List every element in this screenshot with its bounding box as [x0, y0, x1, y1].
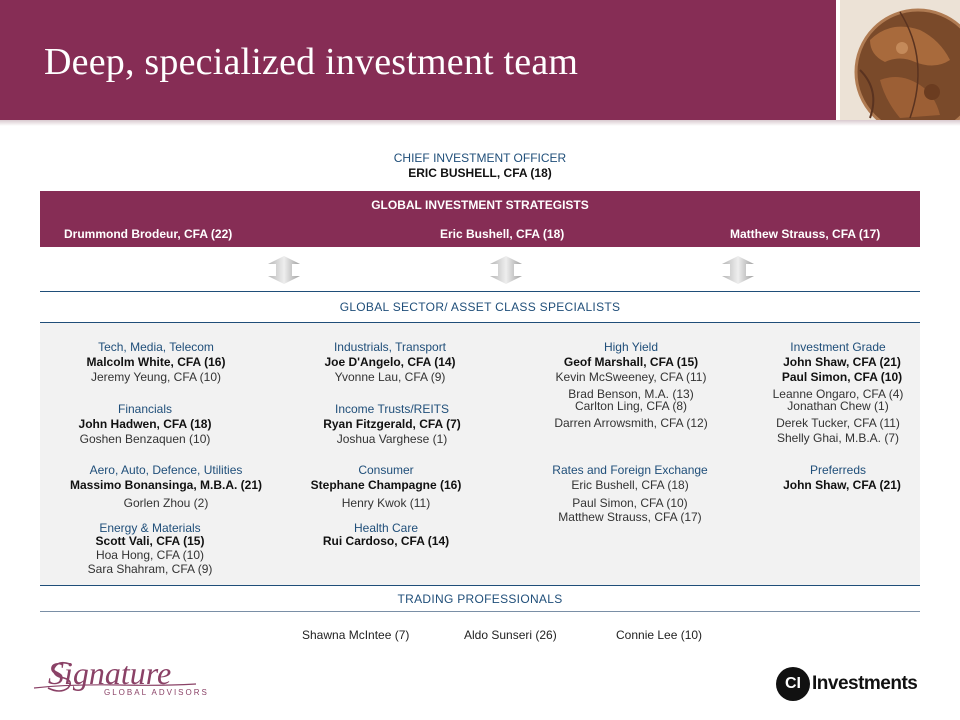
globe-photo [840, 0, 960, 120]
sector-label: Tech, Media, Telecom [98, 340, 214, 354]
trader-name: Shawna McIntee (7) [302, 628, 410, 642]
lead-specialist: John Shaw, CFA (21) [783, 478, 901, 492]
header-shadow [0, 120, 960, 126]
sector-label: Aero, Auto, Defence, Utilities [89, 463, 243, 477]
specialist-name: Matthew Strauss, CFA (17) [558, 510, 702, 524]
specialist-name: Eric Bushell, CFA (18) [571, 478, 689, 492]
specialist-name: Jeremy Yeung, CFA (10) [90, 370, 222, 384]
sector-label: Preferreds [809, 463, 867, 477]
sector-label: Industrials, Transport [333, 340, 447, 354]
strategist-name: Matthew Strauss, CFA (17) [730, 227, 881, 241]
sector-label: Financials [117, 402, 173, 416]
specialist-name: Carlton Ling, CFA (8) [574, 399, 688, 413]
sector-label: Rates and Foreign Exchange [552, 463, 708, 477]
specialist-name: Derek Tucker, CFA (11) [776, 416, 900, 430]
specialist-group [292, 402, 492, 447]
specialist-name: Henry Kwok (11) [341, 496, 431, 510]
sector-label: High Yield [603, 340, 659, 354]
divider [40, 291, 920, 292]
sector-label: Health Care [353, 521, 419, 535]
specialists-title: GLOBAL SECTOR/ ASSET CLASS SPECIALISTS [339, 300, 621, 314]
specialist-name: Jonathan Chew (1) [787, 399, 889, 413]
lead-specialist: Malcolm White, CFA (16) [86, 355, 226, 369]
up-down-arrow-icon [490, 256, 522, 284]
specialist-name: Leanne Ongaro, CFA (4) [772, 387, 904, 401]
specialist-group [286, 521, 486, 549]
specialist-group [760, 340, 916, 446]
specialist-name: Sara Shahram, CFA (9) [87, 562, 213, 576]
specialist-group [40, 463, 292, 511]
signature-logo-word: Signature [48, 655, 172, 691]
specialist-name: Darren Arrowsmith, CFA (12) [554, 416, 708, 430]
strategist-name: Drummond Brodeur, CFA (22) [64, 227, 233, 241]
specialist-name: Kevin McSweeney, CFA (11) [555, 370, 707, 384]
specialist-group [40, 521, 260, 577]
specialist-name: Yvonne Lau, CFA (9) [334, 370, 446, 384]
lead-specialist: Paul Simon, CFA (10) [781, 370, 903, 384]
specialist-group [290, 340, 490, 385]
cio-name: ERIC BUSHELL, CFA (18) [408, 166, 552, 180]
up-down-arrow-icon [268, 256, 300, 284]
specialist-group [520, 463, 740, 525]
ci-investments-logo-word: Investments [812, 673, 918, 694]
lead-specialist: John Shaw, CFA (21) [783, 355, 901, 369]
lead-specialist: Ryan Fitzgerald, CFA (7) [323, 417, 461, 431]
divider [40, 611, 920, 612]
cio-label: CHIEF INVESTMENT OFFICER [393, 151, 567, 165]
specialist-group [526, 340, 736, 431]
divider [40, 585, 920, 586]
up-down-arrow-icon [722, 256, 754, 284]
specialist-group [40, 402, 250, 447]
lead-specialist: Massimo Bonansinga, M.B.A. (21) [69, 478, 263, 492]
arrow-band [40, 247, 920, 291]
specialist-name: Goshen Benzaquen (10) [79, 432, 211, 446]
trader-name: Aldo Sunseri (26) [464, 628, 557, 642]
strategists-title: GLOBAL INVESTMENT STRATEGISTS [371, 198, 589, 212]
lead-specialist: Geof Marshall, CFA (15) [563, 355, 699, 369]
specialist-group [760, 463, 916, 493]
strategist-name: Eric Bushell, CFA (18) [440, 227, 565, 241]
sector-label: Investment Grade [790, 340, 886, 354]
specialist-name: Paul Simon, CFA (10) [572, 496, 688, 510]
sector-label: Consumer [358, 463, 414, 477]
lead-specialist: Stephane Champagne (16) [310, 478, 462, 492]
page-title: Deep, specialized investment team [44, 41, 579, 83]
sector-label: Income Trusts/REITS [334, 402, 450, 416]
lead-specialist: Scott Vali, CFA (15) [95, 534, 205, 548]
specialist-name: Shelly Ghai, M.B.A. (7) [776, 431, 900, 445]
specialist-name: Gorlen Zhou (2) [123, 496, 209, 510]
ci-investments-logo: CI [776, 667, 810, 701]
specialist-name: Joshua Varghese (1) [336, 432, 448, 446]
lead-specialist: Joe D'Angelo, CFA (14) [324, 355, 456, 369]
specialist-name: Hoa Hong, CFA (10) [95, 548, 205, 562]
trader-name: Connie Lee (10) [616, 628, 703, 642]
specialist-group [40, 340, 272, 385]
specialist-name: Brad Benson, M.A. (13) [568, 387, 694, 401]
lead-specialist: John Hadwen, CFA (18) [78, 417, 212, 431]
strategists-panel [40, 191, 920, 247]
specialist-group [286, 463, 486, 511]
lead-specialist: Rui Cardoso, CFA (14) [322, 534, 450, 548]
signature-logo-sub: GLOBAL ADVISORS [104, 688, 209, 697]
trading-title: TRADING PROFESSIONALS [397, 592, 563, 606]
sector-label: Energy & Materials [99, 521, 201, 535]
